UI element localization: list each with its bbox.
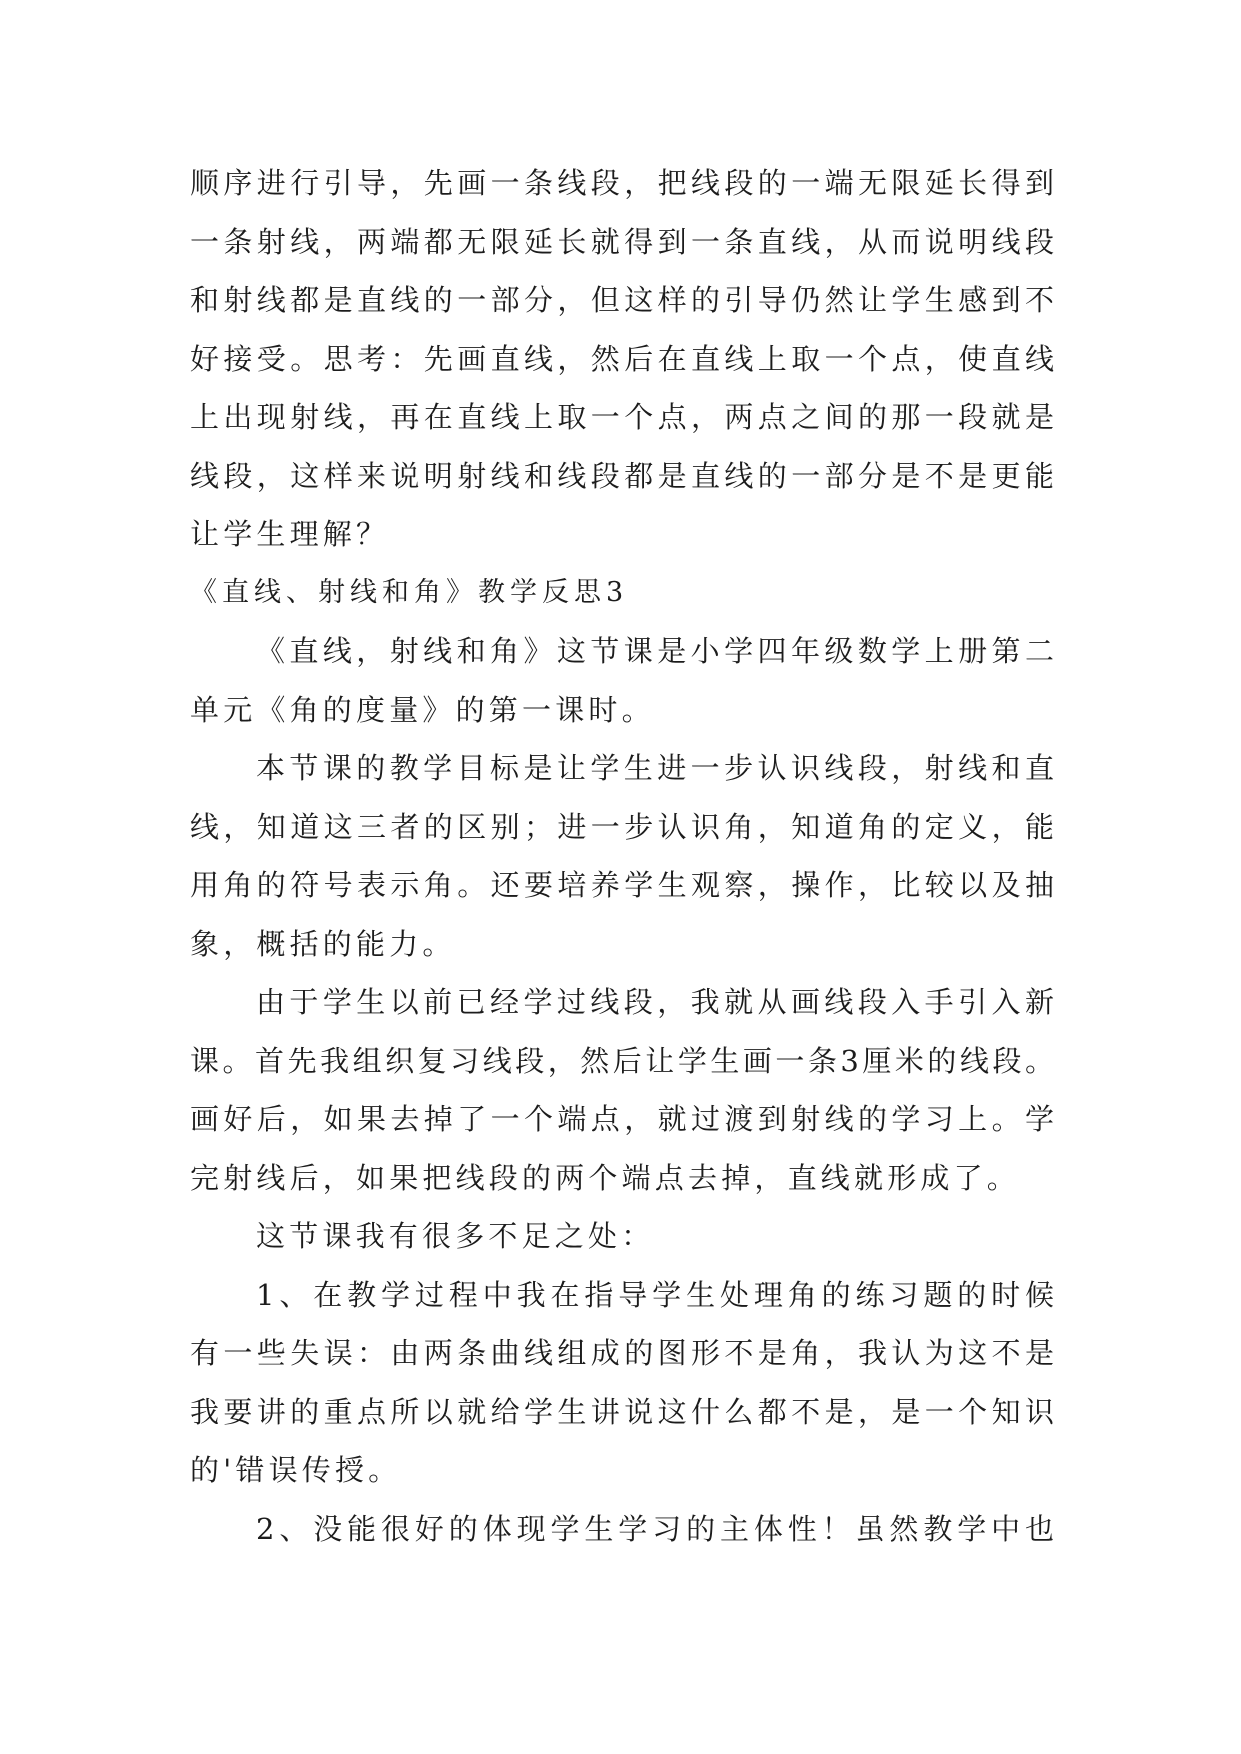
text-line: 让学生理解？ [190, 517, 390, 551]
section-heading-text: 《直线、射线和角》教学反思3 [190, 576, 629, 608]
text-line: 顺序进行引导，先画一条线段，把线段的一端无限延长得到 [190, 166, 1054, 200]
paragraph [190, 1207, 1054, 1266]
paragraph [190, 622, 1054, 739]
text-line: 好接受。思考：先画直线，然后在直线上取一个点，使直线 [190, 341, 1054, 376]
text-line: 《直线，射线和角》这节课是小学四年级数学上册第二 [256, 634, 1054, 668]
text-line: 我要讲的重点所以就给学生讲说这什么都不是，是一个知识 [190, 1394, 1054, 1429]
text-line: 线，知道这三者的区别；进一步认识角，知道角的定义，能 [190, 809, 1054, 844]
text-line: 上出现射线，再在直线上取一个点，两点之间的那一段就是 [190, 400, 1054, 434]
section-heading [190, 564, 1054, 623]
text-line: 和射线都是直线的一部分，但这样的引导仍然让学生感到不 [190, 283, 1054, 317]
text-line: 画好后，如果去掉了一个端点，就过渡到射线的学习上。学 [190, 1102, 1054, 1136]
text-line: 用角的符号表示角。还要培养学生观察，操作，比较以及抽 [190, 868, 1054, 902]
text-line: 完射线后，如果把线段的两个端点去掉，直线就形成了。 [190, 1160, 1021, 1195]
document-body [190, 154, 1054, 1558]
text-line: 由于学生以前已经学过线段，我就从画线段入手引入新 [256, 985, 1054, 1019]
paragraph [190, 1266, 1054, 1500]
text-line: 象，概括的能力。 [190, 926, 456, 961]
paragraph [190, 739, 1054, 973]
text-line: 本节课的教学目标是让学生进一步认识线段，射线和直 [256, 751, 1054, 785]
text-line: 单元《角的度量》的第一课时。 [190, 692, 655, 727]
text-line: 一条射线，两端都无限延长就得到一条直线，从而说明线段 [190, 224, 1054, 259]
paragraph [190, 154, 1054, 564]
text-line: 1、在教学过程中我在指导学生处理角的练习题的时候 [256, 1277, 1054, 1312]
paragraph [190, 1500, 1054, 1559]
text-line: 线段，这样来说明射线和线段都是直线的一部分是不是更能 [190, 458, 1054, 493]
paragraph [190, 973, 1054, 1207]
text-line: 有一些失误：由两条曲线组成的图形不是角，我认为这不是 [190, 1336, 1054, 1370]
text-line: 的'错误传授。 [190, 1453, 402, 1487]
text-line: 2、没能很好的体现学生学习的主体性！虽然教学中也 [256, 1511, 1054, 1546]
text-line: 这节课我有很多不足之处： [256, 1219, 655, 1253]
text-line: 课。首先我组织复习线段，然后让学生画一条3厘米的线段。 [190, 1043, 1054, 1078]
